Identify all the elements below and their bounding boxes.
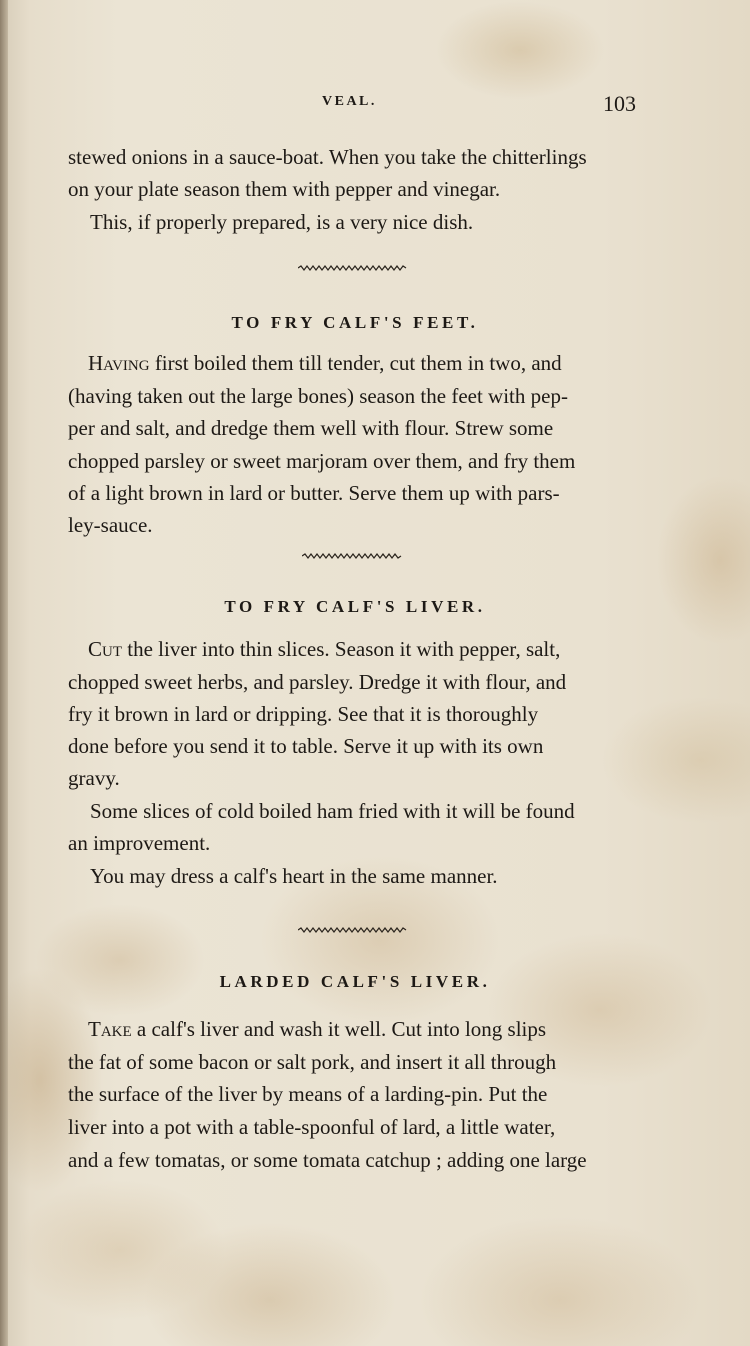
dropcap-word: Cut bbox=[88, 637, 123, 661]
body-line: chopped parsley or sweet marjoram over them, and fry them bbox=[68, 449, 576, 473]
body-line: on your plate season them with pepper and vinegar. bbox=[68, 177, 501, 201]
body-line: liver into a pot with a table-spoonful of lard, a little water, bbox=[68, 1115, 556, 1139]
dropcap-word: Take bbox=[88, 1017, 132, 1041]
first-line-text: first boiled them till tender, cut them in two, and bbox=[149, 351, 562, 375]
body-line: fry it brown in lard or dripping. See that it is thoroughly bbox=[68, 702, 539, 726]
ornamental-rule bbox=[298, 927, 408, 933]
body-line: You may dress a calf's heart in the same manner. bbox=[90, 864, 498, 888]
ornamental-rule bbox=[298, 265, 408, 271]
body-line-first bbox=[88, 350, 562, 376]
body-line-first bbox=[88, 1016, 546, 1042]
recipe-heading: TO FRY CALF'S FEET. bbox=[231, 313, 479, 332]
body-line: the fat of some bacon or salt pork, and insert it all through bbox=[68, 1050, 557, 1074]
body-line: This, if properly prepared, is a very nice dish. bbox=[90, 210, 474, 234]
body-line: and a few tomatas, or some tomata catchup ; adding one large bbox=[68, 1148, 587, 1172]
body-line: chopped sweet herbs, and parsley. Dredge it with flour, and bbox=[68, 670, 567, 694]
body-line: stewed onions in a sauce-boat. When you take the chitterlings bbox=[68, 145, 587, 169]
body-line: per and salt, and dredge them well with flour. Strew some bbox=[68, 416, 554, 440]
dropcap-word: Having bbox=[88, 351, 150, 375]
body-line: ley-sauce. bbox=[68, 513, 153, 537]
body-line: Some slices of cold boiled ham fried with it will be found bbox=[90, 799, 575, 823]
recipe-heading: TO FRY CALF'S LIVER. bbox=[224, 597, 486, 616]
recipe-heading: LARDED CALF'S LIVER. bbox=[219, 972, 491, 991]
page-number: 103 bbox=[603, 91, 636, 116]
body-line: done before you send it to table. Serve it up with its own bbox=[68, 734, 544, 758]
first-line-text: the liver into thin slices. Season it with pepper, salt, bbox=[122, 637, 561, 661]
body-line-first bbox=[88, 636, 560, 662]
first-line-text: a calf's liver and wash it well. Cut into long slips bbox=[131, 1017, 547, 1041]
body-line: of a light brown in lard or butter. Serve them up with pars- bbox=[68, 481, 560, 505]
ornamental-rule bbox=[302, 553, 402, 559]
page-binding-edge bbox=[0, 0, 8, 1346]
body-line: gravy. bbox=[68, 766, 120, 790]
body-line: the surface of the liver by means of a larding-pin. Put the bbox=[68, 1082, 548, 1106]
body-line: (having taken out the large bones) season the feet with pep- bbox=[68, 384, 568, 408]
running-header-title: VEAL. bbox=[322, 94, 377, 109]
body-line: an improvement. bbox=[68, 831, 211, 855]
